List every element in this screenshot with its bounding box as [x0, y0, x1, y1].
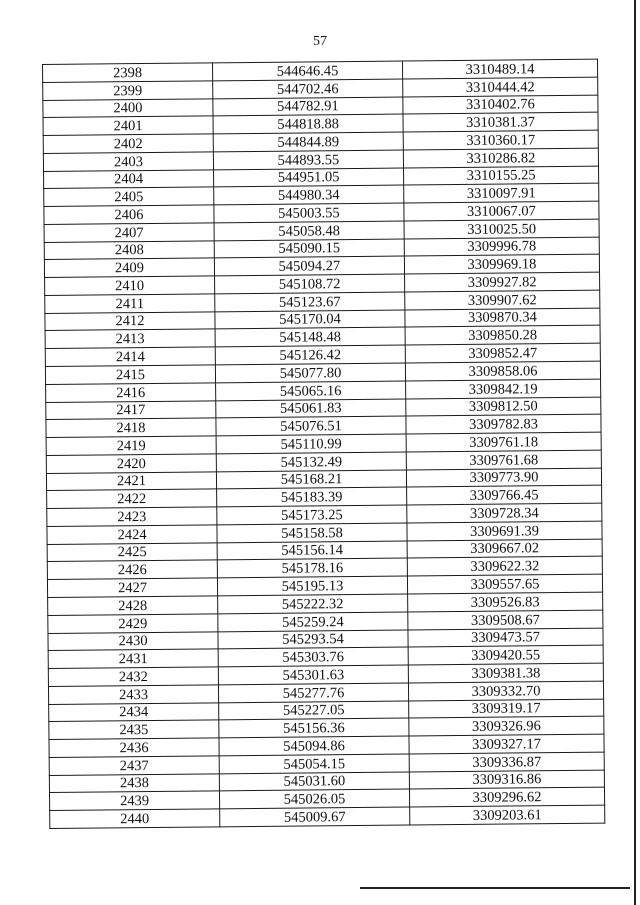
point-number-cell: 2424	[47, 525, 217, 544]
point-number-cell: 2403	[43, 152, 213, 171]
point-number-cell: 2440	[50, 809, 220, 828]
x-coordinate-cell: 545156.14	[217, 541, 407, 561]
y-coordinate-cell: 3309296.62	[409, 788, 604, 808]
x-coordinate-cell: 545058.48	[214, 221, 404, 241]
x-coordinate-cell: 544702.46	[213, 79, 403, 99]
x-coordinate-cell: 545277.76	[218, 683, 408, 703]
point-number-cell: 2433	[48, 685, 218, 704]
x-coordinate-cell: 545026.05	[219, 789, 409, 809]
y-coordinate-cell: 3309526.83	[408, 592, 603, 612]
y-coordinate-cell: 3309996.78	[404, 237, 599, 257]
y-coordinate-cell: 3309420.55	[408, 645, 603, 665]
y-coordinate-cell: 3309766.45	[407, 486, 602, 506]
y-coordinate-cell: 3309508.67	[408, 610, 603, 630]
x-coordinate-cell: 544844.89	[213, 132, 403, 152]
x-coordinate-cell: 545303.76	[218, 647, 408, 667]
y-coordinate-cell: 3309852.47	[405, 343, 600, 363]
y-coordinate-cell: 3309381.38	[408, 663, 603, 683]
y-coordinate-cell: 3309622.32	[407, 557, 602, 577]
y-coordinate-cell: 3309858.06	[405, 361, 600, 381]
x-coordinate-cell: 544818.88	[213, 114, 403, 134]
y-coordinate-cell: 3309927.82	[405, 272, 600, 292]
x-coordinate-cell: 545222.32	[218, 594, 408, 614]
point-number-cell: 2402	[43, 134, 213, 153]
y-coordinate-cell: 3310097.91	[404, 184, 599, 204]
x-coordinate-cell: 545301.63	[218, 665, 408, 685]
x-coordinate-cell: 544893.55	[213, 150, 403, 170]
x-coordinate-cell: 545009.67	[220, 807, 410, 827]
y-coordinate-cell: 3310155.25	[404, 166, 599, 186]
point-number-cell: 2409	[44, 258, 214, 277]
x-coordinate-cell: 545173.25	[217, 505, 407, 525]
y-coordinate-cell: 3309773.90	[406, 468, 601, 488]
y-coordinate-cell: 3309326.96	[409, 716, 604, 736]
coordinates-table-body	[43, 59, 605, 828]
x-coordinate-cell: 545031.60	[219, 772, 409, 792]
x-coordinate-cell: 545293.54	[218, 630, 408, 650]
x-coordinate-cell: 545061.83	[216, 399, 406, 419]
y-coordinate-cell: 3309667.02	[407, 539, 602, 559]
point-number-cell: 2431	[48, 649, 218, 668]
point-number-cell: 2429	[48, 614, 218, 633]
x-coordinate-cell: 545227.05	[219, 701, 409, 721]
coordinates-table	[42, 59, 605, 829]
point-number-cell: 2419	[46, 436, 216, 455]
point-number-cell: 2399	[43, 81, 213, 100]
point-number-cell: 2438	[49, 773, 219, 792]
x-coordinate-cell: 545195.13	[217, 576, 407, 596]
point-number-cell: 2404	[44, 169, 214, 188]
point-number-cell: 2428	[48, 596, 218, 615]
point-number-cell: 2423	[47, 507, 217, 526]
point-number-cell: 2411	[45, 294, 215, 313]
y-coordinate-cell: 3310489.14	[402, 59, 597, 79]
x-coordinate-cell: 545259.24	[218, 612, 408, 632]
y-coordinate-cell: 3309728.34	[407, 503, 602, 523]
y-coordinate-cell: 3309782.83	[406, 414, 601, 434]
point-number-cell: 2430	[48, 631, 218, 650]
x-coordinate-cell: 545077.80	[215, 363, 405, 383]
x-coordinate-cell: 545108.72	[215, 274, 405, 294]
point-number-cell: 2421	[46, 471, 216, 490]
x-coordinate-cell: 545148.48	[215, 328, 405, 348]
x-coordinate-cell: 545178.16	[217, 558, 407, 578]
x-coordinate-cell: 544646.45	[212, 61, 402, 81]
y-coordinate-cell: 3309473.57	[408, 628, 603, 648]
y-coordinate-cell: 3309691.39	[407, 521, 602, 541]
point-number-cell: 2434	[49, 702, 219, 721]
y-coordinate-cell: 3309557.65	[407, 574, 602, 594]
y-coordinate-cell: 3309812.50	[406, 397, 601, 417]
x-coordinate-cell: 544980.34	[214, 185, 404, 205]
point-number-cell: 2416	[46, 383, 216, 402]
x-coordinate-cell: 545110.99	[216, 434, 406, 454]
point-number-cell: 2436	[49, 738, 219, 757]
point-number-cell: 2422	[47, 489, 217, 508]
point-number-cell: 2427	[47, 578, 217, 597]
y-coordinate-cell: 3310286.82	[403, 148, 598, 168]
point-number-cell: 2418	[46, 418, 216, 437]
y-coordinate-cell: 3309907.62	[405, 290, 600, 310]
x-coordinate-cell: 545076.51	[216, 416, 406, 436]
y-coordinate-cell: 3309319.17	[409, 699, 604, 719]
point-number-cell: 2413	[45, 329, 215, 348]
x-coordinate-cell: 545065.16	[216, 381, 406, 401]
y-coordinate-cell: 3310067.07	[404, 201, 599, 221]
y-coordinate-cell: 3310360.17	[403, 130, 598, 150]
point-number-cell: 2405	[44, 187, 214, 206]
y-coordinate-cell: 3309870.34	[405, 308, 600, 328]
page-number: 57	[313, 34, 327, 49]
point-number-cell: 2435	[49, 720, 219, 739]
x-coordinate-cell: 545090.15	[214, 239, 404, 259]
point-number-cell: 2415	[45, 365, 215, 384]
point-number-cell: 2401	[43, 116, 213, 135]
x-coordinate-cell: 545170.04	[215, 310, 405, 330]
x-coordinate-cell: 545126.42	[215, 345, 405, 365]
y-coordinate-cell: 3309203.61	[410, 805, 605, 825]
x-coordinate-cell: 545094.27	[214, 256, 404, 276]
x-coordinate-cell: 544951.05	[214, 168, 404, 188]
point-number-cell: 2417	[46, 400, 216, 419]
x-coordinate-cell: 545183.39	[217, 487, 407, 507]
y-coordinate-cell: 3310025.50	[404, 219, 599, 239]
scan-edge-bottom	[360, 887, 630, 889]
y-coordinate-cell: 3309969.18	[404, 255, 599, 275]
x-coordinate-cell: 545003.55	[214, 203, 404, 223]
y-coordinate-cell: 3310381.37	[403, 112, 598, 132]
x-coordinate-cell: 545156.36	[219, 718, 409, 738]
y-coordinate-cell: 3309761.18	[406, 432, 601, 452]
point-number-cell: 2432	[48, 667, 218, 686]
y-coordinate-cell: 3309761.68	[406, 450, 601, 470]
y-coordinate-cell: 3309327.17	[409, 734, 604, 754]
scan-edge-right	[634, 0, 636, 905]
y-coordinate-cell: 3309850.28	[405, 326, 600, 346]
y-coordinate-cell: 3309332.70	[408, 681, 603, 701]
point-number-cell: 2420	[46, 454, 216, 473]
point-number-cell: 2406	[44, 205, 214, 224]
point-number-cell: 2410	[45, 276, 215, 295]
point-number-cell: 2414	[45, 347, 215, 366]
point-number-cell: 2407	[44, 223, 214, 242]
x-coordinate-cell: 545094.86	[219, 736, 409, 756]
point-number-cell: 2408	[44, 241, 214, 260]
point-number-cell: 2400	[43, 98, 213, 117]
x-coordinate-cell: 545158.58	[217, 523, 407, 543]
y-coordinate-cell: 3310444.42	[403, 77, 598, 97]
y-coordinate-cell: 3309316.86	[409, 770, 604, 790]
point-number-cell: 2437	[49, 756, 219, 775]
x-coordinate-cell: 544782.91	[213, 97, 403, 117]
x-coordinate-cell: 545132.49	[216, 452, 406, 472]
point-number-cell: 2425	[47, 543, 217, 562]
point-number-cell: 2439	[49, 791, 219, 810]
x-coordinate-cell: 545054.15	[219, 754, 409, 774]
point-number-cell: 2412	[45, 312, 215, 331]
x-coordinate-cell: 545123.67	[215, 292, 405, 312]
y-coordinate-cell: 3309842.19	[406, 379, 601, 399]
point-number-cell: 2426	[47, 560, 217, 579]
x-coordinate-cell: 545168.21	[216, 470, 406, 490]
point-number-cell: 2398	[43, 63, 213, 82]
y-coordinate-cell: 3309336.87	[409, 752, 604, 772]
y-coordinate-cell: 3310402.76	[403, 95, 598, 115]
